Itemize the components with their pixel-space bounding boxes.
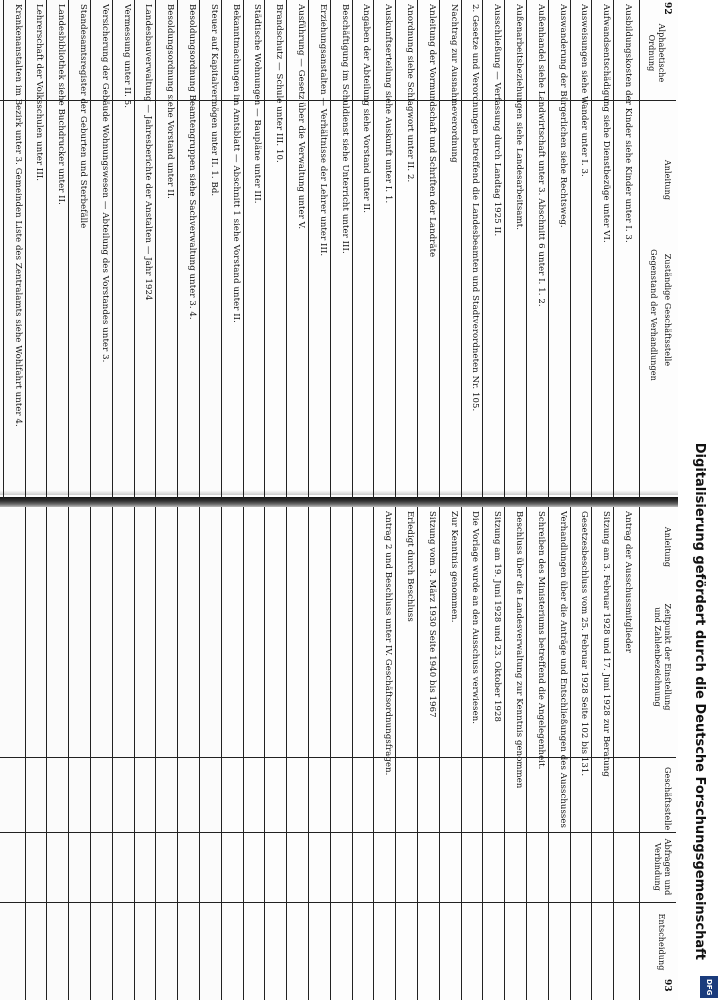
left-register-page <box>0 0 676 500</box>
row-rule <box>134 0 135 500</box>
row-rule <box>264 0 265 500</box>
list-item: Ausweisungen siehe Wander unter I. 3. <box>579 4 590 177</box>
list-item: Ausschließung — Verfassung durch Landtag 1925 II. <box>492 4 503 237</box>
row-rule <box>548 0 549 500</box>
row-rule <box>461 0 462 500</box>
row-rule <box>395 507 396 1000</box>
row-rule <box>591 0 592 500</box>
row-rule <box>395 0 396 500</box>
page-number-left: 92 <box>662 2 672 15</box>
row-rule <box>264 507 265 1000</box>
header-col-5: Entscheidung <box>657 913 666 971</box>
row-rule <box>221 0 222 500</box>
list-item: Angaben der Abteilung siehe Vorstand unter II. <box>361 4 372 214</box>
row-rule <box>243 507 244 1000</box>
row-rule <box>613 0 614 500</box>
list-item: Antrag der Ausschussmitglieder <box>623 511 633 653</box>
list-item: Besoldungsordnung siehe Vorstand unter II. <box>165 4 176 199</box>
dfg-logo: DFG <box>700 976 718 998</box>
row-rule <box>112 507 113 1000</box>
row-rule <box>286 0 287 500</box>
row-rule <box>155 0 156 500</box>
row-rule <box>134 507 135 1000</box>
list-item: Außenhandel siehe Landwirtschaft unter 3. Abschnitt 6 unter I. 1. 2. <box>535 4 546 307</box>
list-item: Besoldungsordnung Beamtengruppen siehe Sachverwaltung unter 3. 4. <box>187 4 197 320</box>
credit-text: Digitalisierung gefördert durch die Deutsche Forschungsgemeinschaft <box>692 442 707 960</box>
row-rule <box>177 0 178 500</box>
list-item: Sitzung vom 3. März 1930 Seite 1940 bis 1967 <box>426 511 437 718</box>
row-rule <box>243 0 244 500</box>
row-rule <box>570 507 571 1000</box>
row-rule <box>373 0 374 500</box>
row-rule <box>112 0 113 500</box>
row-rule <box>177 507 178 1000</box>
list-item: Gesetzesbeschluss vom 25. Februar 1928 Seite 102 bis 131. <box>579 511 590 777</box>
list-item: Landesbauverwaltung — Jahresberichte der Anstalten — Jahr 1924 <box>143 4 154 301</box>
header-rule <box>639 507 640 1000</box>
list-item: Verhandlungen über die Anträge und Entschließungen des Ausschusses <box>557 511 568 828</box>
row-rule <box>504 0 505 500</box>
row-rule <box>199 507 200 1000</box>
column-divider <box>0 757 676 758</box>
column-divider <box>0 902 676 903</box>
list-item: Aufwandsentschädigung siehe Dienstbezüge unter VI. <box>601 4 612 243</box>
page-number-right: 93 <box>662 979 672 992</box>
row-rule <box>482 0 483 500</box>
row-rule <box>591 507 592 1000</box>
list-item: Die Vorlage wurde an den Ausschuss verwiesen. <box>470 511 481 725</box>
column-divider <box>0 832 676 833</box>
header-col-4: Gegenstand der Verhandlungen <box>649 249 658 381</box>
list-item: Brandschutz — Schule unter III. 10. <box>274 4 285 163</box>
row-rule <box>308 507 309 1000</box>
list-item: Beschäftigung im Schuldienst siehe Unterricht unter III. <box>339 4 350 254</box>
list-item: Krankenanstalten im Bezirk unter 3. Gemeinden Liste des Zentralamts siehe Wohlfahrt unter 4. <box>12 4 23 427</box>
row-rule <box>352 0 353 500</box>
row-rule <box>482 507 483 1000</box>
row-rule <box>373 507 374 1000</box>
list-item: Zur Kenntnis genommen. <box>448 511 459 623</box>
list-item: Vermessung unter II. 5. <box>121 4 132 109</box>
list-item: Bekanntmachungen im Amtsblatt — Abschnitt 1 siehe Vorstand unter II. <box>230 4 241 323</box>
row-rule <box>330 507 331 1000</box>
row-rule <box>439 507 440 1000</box>
row-rule <box>330 0 331 500</box>
header-col-1: Zeitpunkt der Einstellung und Zahlenbezeichnung <box>653 603 672 711</box>
row-rule <box>548 507 549 1000</box>
row-rule <box>526 0 527 500</box>
list-item: Anleitung der Vormundschaft und Schriften der Landräte <box>426 4 437 258</box>
row-rule <box>439 0 440 500</box>
list-item: Auskunftserteilung siehe Auskunft unter I. 1. <box>383 4 394 204</box>
header-col-4: Abfragen und Verbindung <box>653 838 672 896</box>
row-rule <box>526 507 527 1000</box>
list-item: Anordnung siehe Schlagwort unter II. 2. <box>405 4 415 183</box>
row-rule <box>90 0 91 500</box>
row-rule <box>504 507 505 1000</box>
list-item: Außenarbeitsbeziehungen siehe Landesarbeitsamt. <box>514 4 524 231</box>
row-rule <box>286 507 287 1000</box>
list-item: Beschluss über die Landesverwaltung zur Kenntnis genommen <box>514 511 524 789</box>
right-register-page <box>0 507 676 1000</box>
header-col-3: Geschäftsstelle <box>663 767 672 831</box>
row-rule <box>417 507 418 1000</box>
list-item: 2. Gesetze und Verordnungen betreffend die Landesbeamten und Stadtverordneten Nr. 105. <box>470 4 481 412</box>
row-rule <box>25 507 26 1000</box>
row-rule <box>352 507 353 1000</box>
list-item: Nachtrag zur Ausnahmeverordnung <box>448 4 459 163</box>
row-rule <box>68 507 69 1000</box>
row-rule <box>308 0 309 500</box>
list-item: Versicherung der Gebäude Wohnungswesen — Abteilung des Vorstandes unter 3. <box>99 4 110 363</box>
list-item: Sitzung am 3. Februar 1928 und 17. Juni 1928 zur Beratung <box>601 511 612 777</box>
list-item: Lehrerschaft der Volksschulen unter III. <box>34 4 45 182</box>
list-item: Landesbibliothek siehe Buchdrucker unter II. <box>56 4 67 205</box>
list-item: Standesamtsregister der Geburten und Sterbefälle <box>78 4 88 229</box>
list-item: Sitzung am 19. Juni 1928 und 23. Oktober 1928 <box>492 511 503 723</box>
row-rule <box>199 0 200 500</box>
row-rule <box>570 0 571 500</box>
header-rule <box>639 0 640 500</box>
row-rule <box>221 507 222 1000</box>
list-item: Ausbildungskosten der Kinder siehe Kinder unter I. 3. <box>623 4 633 243</box>
row-rule <box>155 507 156 1000</box>
list-item: Schreiben des Ministeriums betreffend die Angelegenheit. <box>535 511 546 770</box>
row-rule <box>90 507 91 1000</box>
list-item: Steuer auf Kapitalvermögen unter II. 1. Bd. <box>208 4 219 197</box>
row-rule <box>3 0 4 500</box>
row-rule <box>46 0 47 500</box>
header-col-3: Zuständige Geschäftsstelle <box>663 253 672 367</box>
list-item: Auswanderung der Bürgerlichen siehe Rechtsweg. <box>557 4 568 228</box>
row-rule <box>461 507 462 1000</box>
list-item: Städtische Wohnungen — Baupläne unter III. <box>252 4 263 204</box>
header-col-1: Alphabetische Ordnung <box>647 23 666 83</box>
row-rule <box>417 0 418 500</box>
list-item: Ausführung — Gesetz über die Verwaltung unter V. <box>296 4 306 230</box>
header-col-2: Anleitung <box>663 159 672 201</box>
header-col-2: Anleitung <box>663 526 672 568</box>
list-item: Antrag 2 und Beschluss unter IV. Geschäftsordnungsfragen. <box>383 511 394 776</box>
row-rule <box>68 0 69 500</box>
list-item: Erledigt durch Beschluss <box>405 511 415 622</box>
row-rule <box>613 507 614 1000</box>
list-item: Erziehungsanstalten — Verhältnisse der Lehrer unter III. <box>317 4 328 257</box>
row-rule <box>46 507 47 1000</box>
row-rule <box>25 0 26 500</box>
